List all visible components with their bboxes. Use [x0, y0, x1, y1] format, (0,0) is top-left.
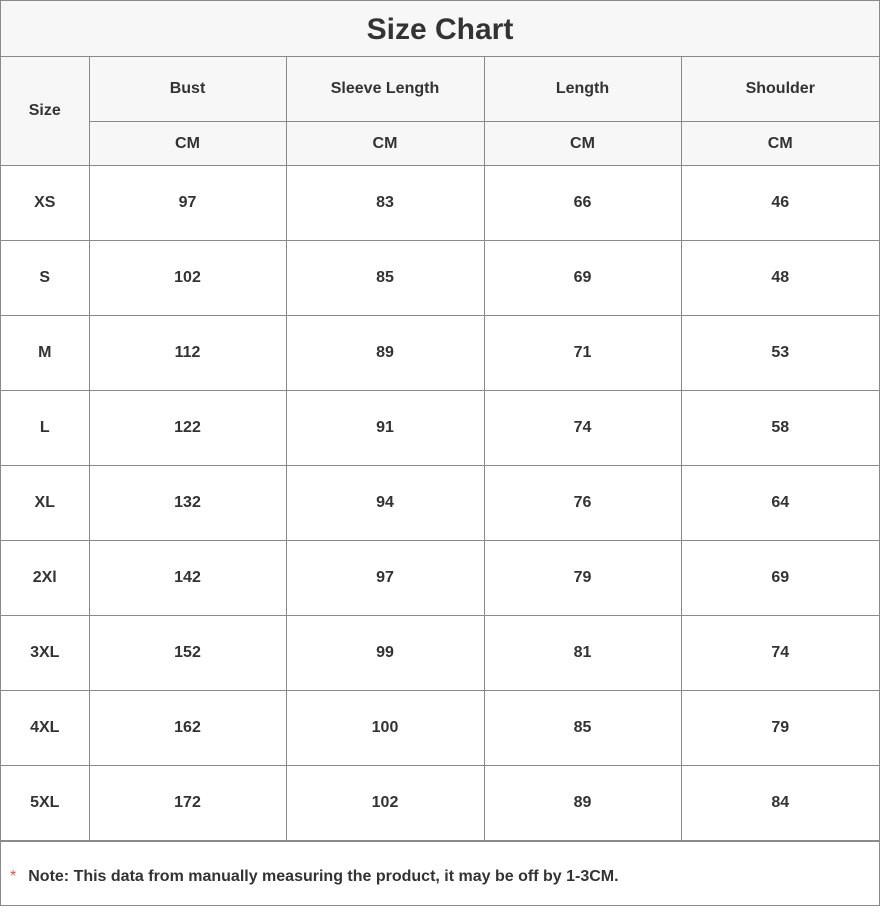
size-table — [1, 57, 879, 841]
sleeve-length-cell: 102 — [286, 766, 484, 841]
table-row — [1, 616, 879, 691]
sleeve-length-cell: 94 — [286, 466, 484, 541]
size-cell: 5XL — [1, 766, 89, 841]
table-row — [1, 316, 879, 391]
size-cell: XL — [1, 466, 89, 541]
sleeve-length-cell: 83 — [286, 166, 484, 241]
shoulder-cell: 46 — [681, 166, 879, 241]
table-row — [1, 541, 879, 616]
shoulder-cell: 58 — [681, 391, 879, 466]
size-cell: 3XL — [1, 616, 89, 691]
size-cell: L — [1, 391, 89, 466]
size-cell: 4XL — [1, 691, 89, 766]
shoulder-cell: 84 — [681, 766, 879, 841]
size-cell: M — [1, 316, 89, 391]
sleeve-length-cell: 97 — [286, 541, 484, 616]
bust-cell: 142 — [89, 541, 286, 616]
column-header-length: Length — [484, 57, 681, 122]
unit-label: CM — [484, 122, 681, 166]
table-row — [1, 691, 879, 766]
length-cell: 85 — [484, 691, 681, 766]
length-cell: 69 — [484, 241, 681, 316]
unit-label: CM — [286, 122, 484, 166]
note-text: Note: This data from manually measuring the product, it may be off by 1-3CM. — [28, 868, 619, 885]
unit-row — [1, 122, 879, 166]
shoulder-cell: 53 — [681, 316, 879, 391]
shoulder-cell: 79 — [681, 691, 879, 766]
column-header-sleeve-length: Sleeve Length — [286, 57, 484, 122]
bust-cell: 97 — [89, 166, 286, 241]
table-row — [1, 166, 879, 241]
sleeve-length-cell: 99 — [286, 616, 484, 691]
chart-title: Size Chart — [1, 1, 879, 57]
unit-label: CM — [681, 122, 879, 166]
length-cell: 76 — [484, 466, 681, 541]
length-cell: 81 — [484, 616, 681, 691]
shoulder-cell: 74 — [681, 616, 879, 691]
bust-cell: 112 — [89, 316, 286, 391]
bust-cell: 152 — [89, 616, 286, 691]
sleeve-length-cell: 100 — [286, 691, 484, 766]
size-cell: XS — [1, 166, 89, 241]
shoulder-cell: 69 — [681, 541, 879, 616]
sleeve-length-cell: 91 — [286, 391, 484, 466]
length-cell: 89 — [484, 766, 681, 841]
header-row — [1, 57, 879, 122]
shoulder-cell: 48 — [681, 241, 879, 316]
table-row — [1, 466, 879, 541]
unit-label: CM — [89, 122, 286, 166]
sleeve-length-cell: 85 — [286, 241, 484, 316]
length-cell: 74 — [484, 391, 681, 466]
bust-cell: 122 — [89, 391, 286, 466]
size-column-header: Size — [1, 57, 89, 166]
length-cell: 79 — [484, 541, 681, 616]
length-cell: 71 — [484, 316, 681, 391]
size-cell: 2Xl — [1, 541, 89, 616]
bust-cell: 172 — [89, 766, 286, 841]
column-header-shoulder: Shoulder — [681, 57, 879, 122]
table-row — [1, 766, 879, 841]
length-cell: 66 — [484, 166, 681, 241]
note-marker: * — [10, 868, 17, 885]
size-cell: S — [1, 241, 89, 316]
bust-cell: 102 — [89, 241, 286, 316]
bust-cell: 162 — [89, 691, 286, 766]
table-row — [1, 241, 879, 316]
sleeve-length-cell: 89 — [286, 316, 484, 391]
shoulder-cell: 64 — [681, 466, 879, 541]
measurement-note — [1, 841, 879, 905]
column-header-bust: Bust — [89, 57, 286, 122]
table-row — [1, 391, 879, 466]
bust-cell: 132 — [89, 466, 286, 541]
